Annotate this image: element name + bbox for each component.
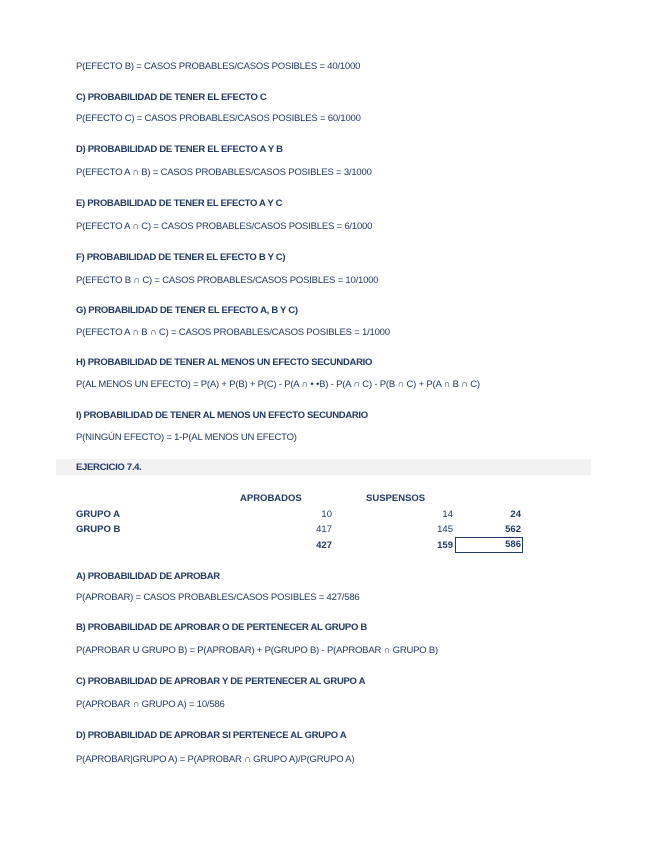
cell-a-aprobados: 10 [321,509,332,520]
col-header-suspensos: SUSPENSOS [366,493,426,504]
heading-c: C) PROBABILIDAD DE TENER EL EFECTO C [76,92,267,103]
total-aprobados: 427 [316,540,332,551]
cell-a-suspensos: 14 [442,509,453,520]
heading-i: I) PROBABILIDAD DE TENER AL MENOS UN EFECTO SECUNDARIO [76,410,368,421]
heading-f: F) PROBABILIDAD DE TENER EL EFECTO B Y C) [76,252,286,263]
question-d-formula: P(APROBAR|GRUPO A) = P(APROBAR ∩ GRUPO A)/P(GRUPO A) [76,754,355,765]
question-c-formula: P(APROBAR ∩ GRUPO A) = 10/586 [76,699,225,710]
total-suspensos: 159 [437,540,453,551]
formula-al-menos: P(AL MENOS UN EFECTO) = P(A) + P(B) + P(C) - P(A ∩ • •B) - P(A ∩ C) - P(B ∩ C) + P(A ∩ B ∩ C) [76,379,480,390]
question-a-heading: A) PROBABILIDAD DE APROBAR [76,571,220,582]
formula-efecto-b: P(EFECTO B) = CASOS PROBABLES/CASOS POSIBLES = 40/1000 [76,61,361,72]
question-a-formula: P(APROBAR) = CASOS PROBABLES/CASOS POSIBLES = 427/586 [76,592,360,603]
cell-a-total: 24 [510,509,521,520]
heading-e: E) PROBABILIDAD DE TENER EL EFECTO A Y C [76,198,283,209]
heading-d: D) PROBABILIDAD DE TENER EL EFECTO A Y B [76,144,283,155]
cell-b-aprobados: 417 [316,524,332,535]
exercise-title: EJERCICIO 7.4. [76,462,142,473]
question-b-heading: B) PROBABILIDAD DE APROBAR O DE PERTENECER AL GRUPO B [76,622,367,633]
question-d-heading: D) PROBABILIDAD DE APROBAR SI PERTENECE AL GRUPO A [76,730,347,741]
formula-efecto-c: P(EFECTO C) = CASOS PROBABLES/CASOS POSIBLES = 60/1000 [76,113,361,124]
grand-total-box [455,537,523,553]
row-label-grupo-b: GRUPO B [76,524,121,535]
heading-h: H) PROBABILIDAD DE TENER AL MENOS UN EFECTO SECUNDARIO [76,357,373,368]
question-b-formula: P(APROBAR U GRUPO B) = P(APROBAR) + P(GRUPO B) - P(APROBAR ∩ GRUPO B) [76,645,439,656]
row-label-grupo-a: GRUPO A [76,509,120,520]
grand-total: 586 [505,539,521,550]
question-c-heading: C) PROBABILIDAD DE APROBAR Y DE PERTENECER AL GRUPO A [76,676,366,687]
formula-efecto-abc: P(EFECTO A ∩ B ∩ C) = CASOS PROBABLES/CASOS POSIBLES = 1/1000 [76,327,390,338]
cell-b-total: 562 [505,524,521,535]
formula-efecto-ab: P(EFECTO A ∩ B) = CASOS PROBABLES/CASOS POSIBLES = 3/1000 [76,167,372,178]
col-header-aprobados: APROBADOS [240,493,302,504]
cell-b-suspensos: 145 [437,524,453,535]
formula-ningun: P(NINGÚN EFECTO) = 1-P(AL MENOS UN EFECTO) [76,432,297,443]
heading-g: G) PROBABILIDAD DE TENER EL EFECTO A, B Y C) [76,305,298,316]
formula-efecto-bc: P(EFECTO B ∩ C) = CASOS PROBABLES/CASOS POSIBLES = 10/1000 [76,275,379,286]
formula-efecto-ac: P(EFECTO A ∩ C) = CASOS PROBABLES/CASOS POSIBLES = 6/1000 [76,221,373,232]
